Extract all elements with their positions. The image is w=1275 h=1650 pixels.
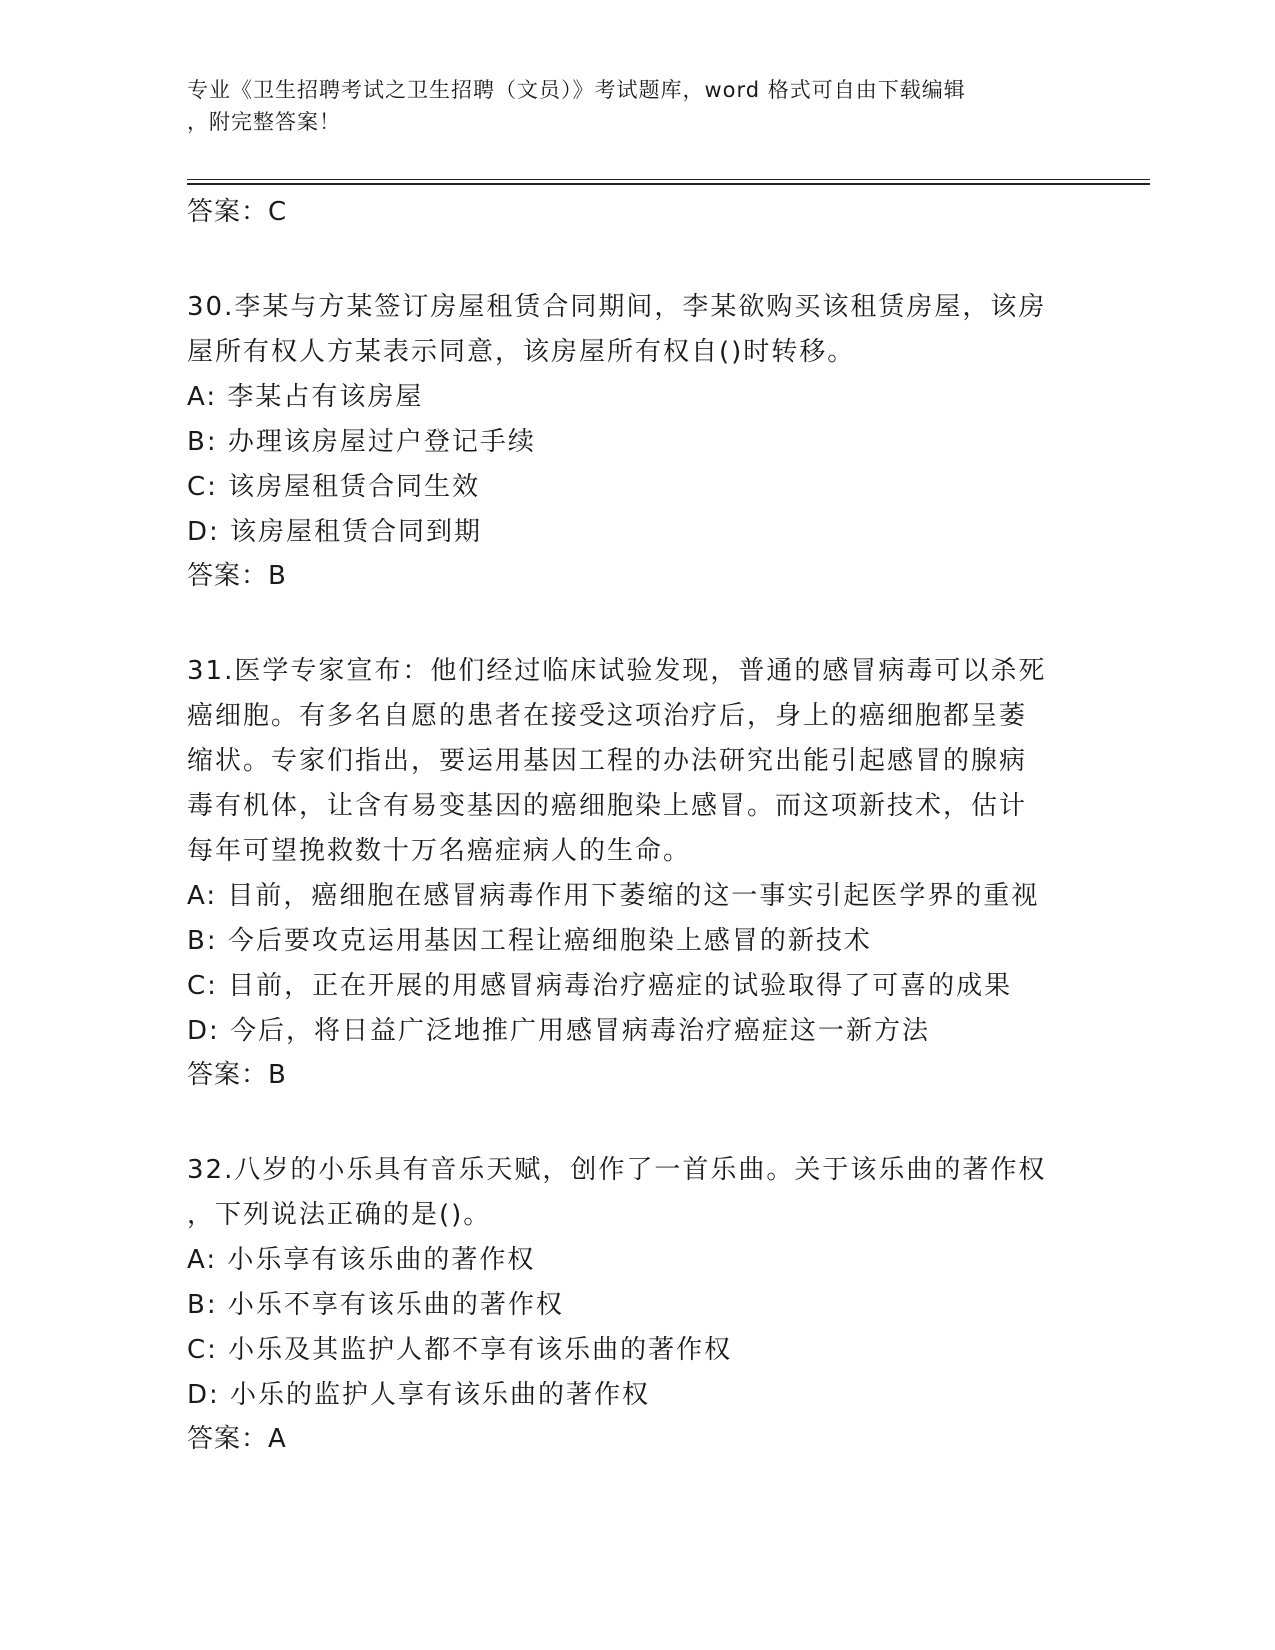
header-line-1: 专业《卫生招聘考试之卫生招聘（文员）》考试题库，word 格式可自由下载编辑 <box>187 78 966 102</box>
option-a: A: 小乐享有该乐曲的著作权 <box>187 1245 536 1275</box>
spacer <box>187 233 1087 285</box>
answer-30: 答案：B <box>187 561 287 591</box>
option-d: D: 该房屋租赁合同到期 <box>187 517 483 547</box>
question-text-line: 每年可望挽救数十万名癌症病人的生命。 <box>187 836 692 866</box>
spacer <box>187 1096 1087 1148</box>
question-30 <box>187 285 1087 555</box>
answer-31: 答案：B <box>187 1060 287 1090</box>
question-text-line: ，下列说法正确的是()。 <box>187 1200 492 1230</box>
option-b: B: 今后要攻克运用基因工程让癌细胞染上感冒的新技术 <box>187 926 872 956</box>
answer-32: 答案：A <box>187 1424 287 1454</box>
option-c: C: 该房屋租赁合同生效 <box>187 472 481 502</box>
question-31 <box>187 649 1087 1054</box>
question-text-line: 癌细胞。有多名自愿的患者在接受这项治疗后，身上的癌细胞都呈萎 <box>187 701 1028 731</box>
question-text-line: 30.李某与方某签订房屋租赁合同期间，李某欲购买该租赁房屋，该房 <box>187 292 1047 322</box>
question-list <box>187 191 1087 1460</box>
option-d: D: 今后，将日益广泛地推广用感冒病毒治疗癌症这一新方法 <box>187 1016 931 1046</box>
question-text-line: 31.医学专家宣布：他们经过临床试验发现，普通的感冒病毒可以杀死 <box>187 656 1047 686</box>
spacer <box>187 597 1087 649</box>
question-text-line: 缩状。专家们指出，要运用基因工程的办法研究出能引起感冒的腺病 <box>187 746 1028 776</box>
question-32 <box>187 1148 1087 1418</box>
question-text-line: 32.八岁的小乐具有音乐天赋，创作了一首乐曲。关于该乐曲的著作权 <box>187 1155 1047 1185</box>
option-c: C: 目前，正在开展的用感冒病毒治疗癌症的试验取得了可喜的成果 <box>187 971 1013 1001</box>
option-d: D: 小乐的监护人享有该乐曲的著作权 <box>187 1380 651 1410</box>
option-b: B: 办理该房屋过户登记手续 <box>187 427 536 457</box>
option-a: A: 目前，癌细胞在感冒病毒作用下萎缩的这一事实引起医学界的重视 <box>187 881 1040 911</box>
question-text-line: 屋所有权人方某表示同意，该房屋所有权自()时转移。 <box>187 337 856 367</box>
option-a: A: 李某占有该房屋 <box>187 382 424 412</box>
option-b: B: 小乐不享有该乐曲的著作权 <box>187 1290 564 1320</box>
option-c: C: 小乐及其监护人都不享有该乐曲的著作权 <box>187 1335 733 1365</box>
header-divider-thick <box>187 183 1150 185</box>
page-header <box>187 74 1087 138</box>
header-line-2: ，附完整答案！ <box>187 110 341 134</box>
question-text-line: 毒有机体，让含有易变基因的癌细胞染上感冒。而这项新技术，估计 <box>187 791 1028 821</box>
previous-answer: 答案：C <box>187 197 288 227</box>
header-divider-thin <box>187 179 1150 180</box>
